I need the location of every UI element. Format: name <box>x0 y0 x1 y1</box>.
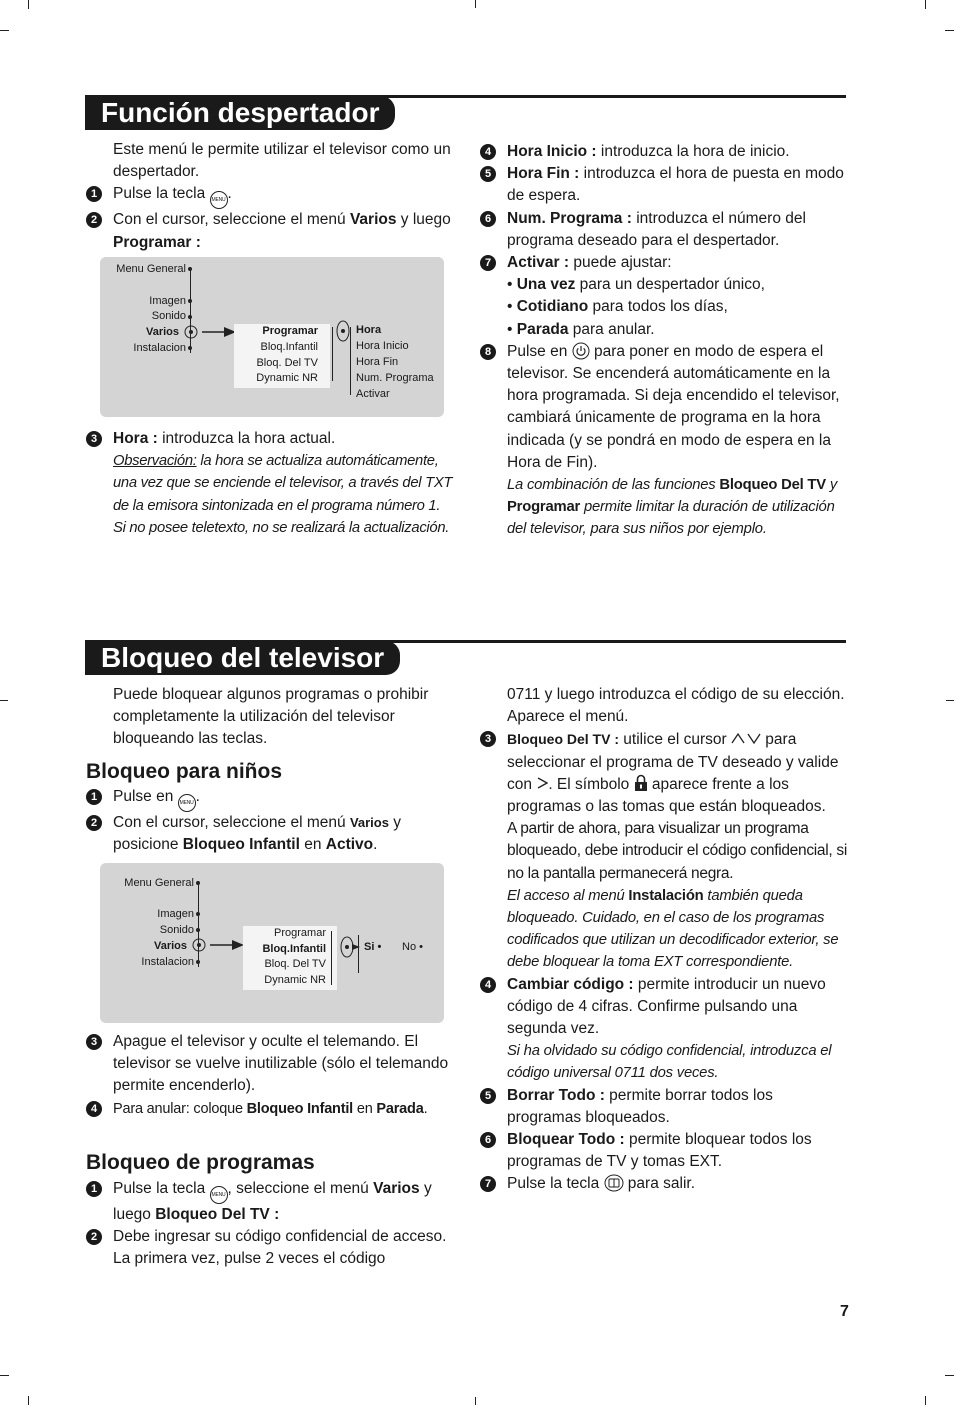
step-number-icon: 8 <box>480 344 496 360</box>
column-left-2 <box>86 684 454 751</box>
crop-mark <box>946 700 954 701</box>
menu-title: Menu General <box>124 877 194 889</box>
menu-line <box>331 931 332 985</box>
subheading-bloqueo-programas: Bloqueo de programas <box>86 1151 315 1174</box>
step-number-icon: 3 <box>480 731 496 747</box>
option-una-vez: • Una vez para un despertador único, <box>507 276 765 294</box>
menu-item: Imagen <box>149 295 186 307</box>
intro-text: Este menú le permite utilizar el televisor como un despertador. <box>113 141 451 181</box>
prog-step-1: 1 Pulse la tecla MENU , seleccione el menú Varios y luego Bloqueo Del TV : <box>86 1178 454 1226</box>
step-number-icon: 1 <box>86 186 102 202</box>
option-si: Si • <box>364 941 382 953</box>
menu-key-icon: MENU <box>210 1186 228 1204</box>
step-7: 7 Activar : puede ajustar: <box>480 252 848 274</box>
step-number-icon: 1 <box>86 1181 102 1197</box>
tv-key-icon <box>604 1174 624 1192</box>
thirdmenu-item: Hora Fin <box>356 356 399 368</box>
column-right-2 <box>480 684 848 1196</box>
crop-mark <box>28 1396 29 1405</box>
installation-note: El acceso al menú Instalación también queda bloqueado. Cuidado, en el caso de los programas codificados que utilizan un decodificador exterior, se debe bloquear la toma EXT correspondiente. <box>507 887 839 971</box>
step-8: 8 Pulse en para poner en modo de espera el televisor. Se encenderá automáticamente en la hora programada. Si deja encendido el televisor, cambiará únicamente de programa en la hora indicada (y se pondrá en modo de espera en la Hora de Fin). <box>480 341 848 474</box>
step-3: 3 Hora : introduzca la hora actual. <box>86 428 454 450</box>
combination-note: La combinación de las funciones Bloqueo Del TV y Programar permite limitar la duración de utilización del televisor, para sus niños por ejemplo. <box>507 477 838 538</box>
crop-mark <box>925 1396 926 1405</box>
option-no: No • <box>402 941 423 953</box>
menu-item: Sonido <box>151 310 186 322</box>
cursor-right-icon <box>536 777 548 789</box>
option-cotidiano: • Cotidiano para todos los días, <box>507 298 728 316</box>
submenu-item: Bloq.Infantil <box>260 341 318 353</box>
prog-step-3-detail: A partir de ahora, para visualizar un programa bloqueado, debe introducir el código confidencial, si no la pantalla permanecerá negra. <box>507 820 847 882</box>
menu-key-icon: MENU <box>178 794 196 812</box>
prog-step-3: 3 Bloqueo Del TV : utilice el cursor para seleccionar el programa de TV deseado y valide con . El símbolo aparece frente a los programas o las tomas que están bloqueados. <box>480 728 848 818</box>
step-number-icon: 3 <box>86 1034 102 1050</box>
column-left-2c <box>86 1031 454 1120</box>
prog-step-5: 5 Borrar Todo : permite borrar todos los programas bloqueados. <box>480 1085 848 1129</box>
step-2: 2 Con el cursor, seleccione el menú Varios y luego Programar : <box>86 209 454 253</box>
menu-dot <box>196 881 200 885</box>
thirdmenu-item: Activar <box>356 388 390 400</box>
cursor-up-down-icon <box>731 732 761 744</box>
step-number-icon: 2 <box>86 1229 102 1245</box>
thirdmenu-item: Hora Inicio <box>356 340 409 352</box>
step-number-icon: 7 <box>480 255 496 271</box>
crop-mark <box>475 1397 476 1405</box>
step-number-icon: 7 <box>480 1176 496 1192</box>
cursor-arrow-icon <box>184 323 236 343</box>
cursor-arrow-icon <box>192 936 244 956</box>
step-number-icon: 3 <box>86 431 102 447</box>
crop-mark <box>475 0 476 8</box>
thirdmenu-item-selected: Hora <box>356 324 382 336</box>
menu-dot <box>196 912 200 916</box>
lock-icon <box>634 774 648 792</box>
menu-item-selected: Varios <box>153 940 187 952</box>
submenu-item-selected: Bloq.Infantil <box>262 943 326 955</box>
page-number: 7 <box>840 1303 849 1320</box>
step-1: 1 Pulse la tecla MENU . <box>86 183 454 209</box>
step-6: 6 Num. Programa : introduzca el número del programa deseado para el despertador. <box>480 208 848 252</box>
step-number-icon: 4 <box>86 1101 102 1117</box>
menu-item: Instalacion <box>133 342 186 354</box>
menu-dot <box>196 960 200 964</box>
cursor-updown-icon <box>336 320 350 342</box>
menu-line <box>358 935 359 973</box>
submenu-item: Dynamic NR <box>264 974 326 986</box>
menu-diagram-despertador <box>100 257 444 417</box>
column-left-2b <box>86 786 454 856</box>
column-left-1 <box>86 139 454 254</box>
section-title-despertador: Función despertador <box>85 96 395 130</box>
menu-item: Sonido <box>159 924 194 936</box>
step-number-icon: 2 <box>86 815 102 831</box>
power-icon <box>572 342 590 360</box>
submenu-item: Dynamic NR <box>256 372 318 384</box>
prog-step-4: 4 Cambiar código : permite introducir un nuevo código de 4 cifras. Confirme pulsando una segunda vez. <box>480 974 848 1041</box>
menu-dot <box>188 346 192 350</box>
prog-step-2: 2 Debe ingresar su código confidencial de acceso. La primera vez, pulse 2 veces el código <box>86 1226 454 1270</box>
menu-dot <box>188 299 192 303</box>
prog-step-6: 6 Bloquear Todo : permite bloquear todos los programas de TV y tomas EXT. <box>480 1129 848 1173</box>
menu-dot <box>196 928 200 932</box>
crop-mark <box>0 700 8 701</box>
section-title-bloqueo: Bloqueo del televisor <box>85 641 400 675</box>
step-4: 4 Hora Inicio : introduzca la hora de inicio. <box>480 141 848 163</box>
menu-dot <box>188 267 192 271</box>
step-number-icon: 4 <box>480 977 496 993</box>
menu-item: Imagen <box>157 908 194 920</box>
option-parada: • Parada para anular. <box>507 320 655 338</box>
crop-mark <box>925 0 926 9</box>
subheading-bloqueo-ninos: Bloqueo para niños <box>86 760 283 783</box>
code-note: Si ha olvidado su código confidencial, introduzca el código universal 0711 dos veces. <box>507 1043 832 1082</box>
step-number-icon: 5 <box>480 1088 496 1104</box>
submenu-item: Programar <box>274 927 326 939</box>
menu-dot <box>188 315 192 319</box>
menu-line <box>350 327 351 395</box>
menu-item: Instalacion <box>141 956 194 968</box>
column-right-1 <box>480 141 848 541</box>
intro-text: Puede bloquear algunos programas o prohibir completamente la utilización del televisor bloqueando las teclas. <box>113 686 429 748</box>
step-number-icon: 4 <box>480 144 496 160</box>
thirdmenu-item: Num. Programa <box>356 372 434 384</box>
kids-step-1: 1 Pulse en MENU . <box>86 786 454 812</box>
menu-item-selected: Varios <box>145 326 179 338</box>
kids-step-3: 3 Apague el televisor y oculte el telemando. El televisor se vuelve inutilizable (sólo el telemando permite encenderlo). <box>86 1031 454 1098</box>
prog-step-7: 7 Pulse la tecla para salir. <box>480 1173 848 1195</box>
crop-mark <box>28 0 29 9</box>
step-number-icon: 1 <box>86 789 102 805</box>
step-number-icon: 6 <box>480 211 496 227</box>
crop-mark <box>945 30 954 31</box>
kids-step-2: 2 Con el cursor, seleccione el menú Varios y posicione Bloqueo Infantil en Activo. <box>86 812 454 856</box>
step-number-icon: 2 <box>86 212 102 228</box>
column-left-1b <box>86 428 454 539</box>
column-left-2d <box>86 1178 454 1271</box>
step-number-icon: 6 <box>480 1132 496 1148</box>
menu-title: Menu General <box>116 263 186 275</box>
prog-step-2-continued: 0711 y luego introduzca el código de su elección. Aparece el menú. <box>507 686 845 726</box>
menu-diagram-bloqueo <box>100 863 444 1023</box>
step-5: 5 Hora Fin : introduzca el hora de puesta en modo de espera. <box>480 163 848 207</box>
step-number-icon: 5 <box>480 166 496 182</box>
kids-step-4: 4 Para anular: coloque Bloqueo Infantil en Parada. <box>86 1098 454 1120</box>
menu-line <box>332 327 333 381</box>
crop-mark <box>945 1375 954 1376</box>
menu-key-icon: MENU <box>210 191 228 209</box>
observation-note: Observación: la hora se actualiza automáticamente, una vez que se enciende el televisor, a través del TXT de la emisora sintonizada en el programa número 1. Si no posee teletexto, no se realizará la actualización. <box>113 453 453 536</box>
submenu-item-selected: Programar <box>262 325 318 337</box>
crop-mark <box>0 1375 9 1376</box>
crop-mark <box>0 30 9 31</box>
submenu-item: Bloq. Del TV <box>256 357 318 369</box>
submenu-item: Bloq. Del TV <box>264 958 326 970</box>
